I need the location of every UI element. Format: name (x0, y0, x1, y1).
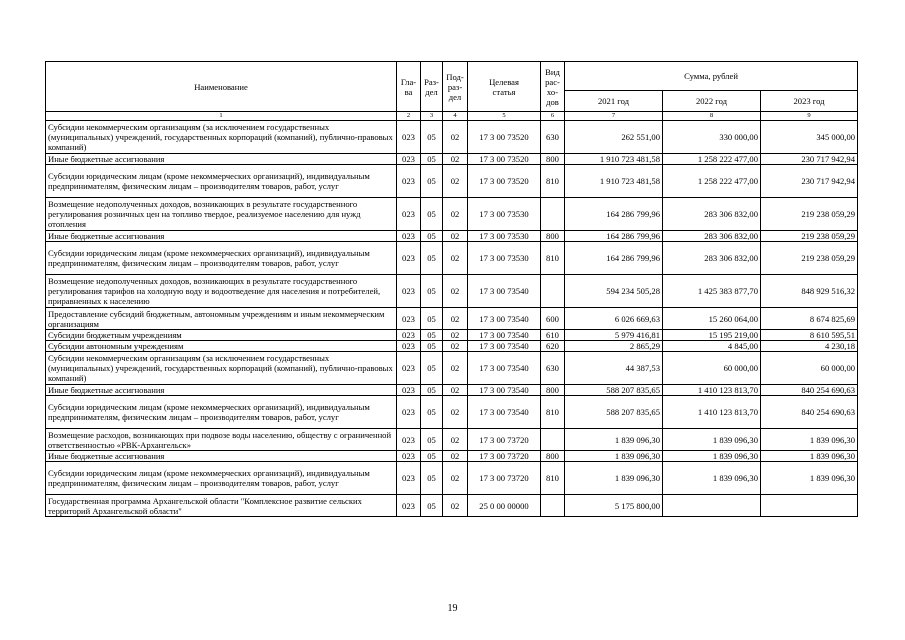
cell-podrazdel: 02 (443, 429, 468, 451)
cell-podrazdel: 02 (443, 165, 468, 198)
cell-target: 17 3 00 73530 (468, 231, 541, 242)
cell-name: Субсидии юридическим лицам (кроме некоммерческих организаций), индивидуальным предпринимателям, физическим лицам – производителям товаров, работ, услуг (46, 165, 397, 198)
cell-glava: 023 (397, 165, 421, 198)
cell-glava: 023 (397, 121, 421, 154)
cell-sum-2022: 283 306 832,00 (663, 231, 761, 242)
cell-sum-2021: 164 286 799,96 (565, 198, 663, 231)
cell-target: 17 3 00 73720 (468, 462, 541, 495)
cell-glava: 023 (397, 462, 421, 495)
header-sum: Сумма, рублей (565, 62, 858, 91)
cell-podrazdel: 02 (443, 495, 468, 517)
header-podrazdel: Под- раз- дел (443, 62, 468, 112)
cell-sum-2021: 588 207 835,65 (565, 385, 663, 396)
cell-sum-2022: 60 000,00 (663, 352, 761, 385)
cell-sum-2022: 4 845,00 (663, 341, 761, 352)
cell-podrazdel: 02 (443, 341, 468, 352)
cell-sum-2023: 219 238 059,29 (761, 242, 858, 275)
cell-name: Субсидии юридическим лицам (кроме некоммерческих организаций), индивидуальным предпринимателям, физическим лицам – производителям товаров, работ, услуг (46, 462, 397, 495)
table-row (46, 352, 858, 385)
column-number: 5 (468, 112, 541, 121)
cell-vid: 800 (541, 451, 565, 462)
cell-sum-2021: 594 234 505,28 (565, 275, 663, 308)
cell-razdel: 05 (421, 341, 443, 352)
column-number: 1 (46, 112, 397, 121)
cell-razdel: 05 (421, 396, 443, 429)
cell-name: Субсидии юридическим лицам (кроме некоммерческих организаций), индивидуальным предпринимателям, физическим лицам – производителям товаров, работ, услуг (46, 242, 397, 275)
cell-sum-2023: 219 238 059,29 (761, 231, 858, 242)
cell-target: 17 3 00 73520 (468, 165, 541, 198)
column-number: 8 (663, 112, 761, 121)
table-row (46, 231, 858, 242)
cell-razdel: 05 (421, 330, 443, 341)
cell-vid: 630 (541, 352, 565, 385)
cell-sum-2022: 1 839 096,30 (663, 462, 761, 495)
cell-vid: 800 (541, 385, 565, 396)
cell-name: Субсидии некоммерческим организациям (за исключением государственных (муниципальных) учреждений, государственных корпораций (компаний), публично-правовых компаний) (46, 352, 397, 385)
cell-sum-2022: 1 410 123 813,70 (663, 396, 761, 429)
cell-name: Субсидии автономным учреждениям (46, 341, 397, 352)
cell-podrazdel: 02 (443, 242, 468, 275)
cell-glava: 023 (397, 341, 421, 352)
cell-target: 17 3 00 73540 (468, 330, 541, 341)
cell-sum-2021: 1 910 723 481,58 (565, 165, 663, 198)
table-body (46, 121, 858, 517)
cell-sum-2022: 283 306 832,00 (663, 198, 761, 231)
cell-sum-2022 (663, 495, 761, 517)
header-vid: Вид рас- хо- дов (541, 62, 565, 112)
cell-sum-2022: 1 258 222 477,00 (663, 154, 761, 165)
cell-sum-2021: 5 979 416,81 (565, 330, 663, 341)
cell-target: 17 3 00 73540 (468, 308, 541, 330)
cell-sum-2023: 230 717 942,94 (761, 154, 858, 165)
cell-podrazdel: 02 (443, 385, 468, 396)
cell-razdel: 05 (421, 352, 443, 385)
cell-podrazdel: 02 (443, 396, 468, 429)
cell-target: 17 3 00 73540 (468, 341, 541, 352)
cell-target: 17 3 00 73530 (468, 242, 541, 275)
column-number: 2 (397, 112, 421, 121)
cell-razdel: 05 (421, 495, 443, 517)
cell-name: Предоставление субсидий бюджетным, автономным учреждениям и иным некоммерческим организациям (46, 308, 397, 330)
column-number-row (46, 112, 858, 121)
table-row (46, 275, 858, 308)
cell-glava: 023 (397, 352, 421, 385)
cell-name: Иные бюджетные ассигнования (46, 231, 397, 242)
cell-target: 17 3 00 73540 (468, 396, 541, 429)
cell-target: 17 3 00 73720 (468, 429, 541, 451)
cell-vid: 810 (541, 396, 565, 429)
cell-vid: 810 (541, 165, 565, 198)
cell-sum-2023: 1 839 096,30 (761, 451, 858, 462)
cell-vid: 630 (541, 121, 565, 154)
cell-sum-2022: 1 258 222 477,00 (663, 165, 761, 198)
cell-glava: 023 (397, 396, 421, 429)
table-row (46, 495, 858, 517)
header-name: Наименование (46, 62, 397, 112)
column-number: 3 (421, 112, 443, 121)
cell-vid: 800 (541, 154, 565, 165)
cell-target: 17 3 00 73530 (468, 198, 541, 231)
cell-vid: 800 (541, 231, 565, 242)
cell-sum-2021: 1 839 096,30 (565, 429, 663, 451)
cell-glava: 023 (397, 275, 421, 308)
page-number: 19 (447, 603, 458, 614)
cell-razdel: 05 (421, 385, 443, 396)
cell-sum-2021: 588 207 835,65 (565, 396, 663, 429)
cell-vid: 620 (541, 341, 565, 352)
cell-razdel: 05 (421, 121, 443, 154)
header-target: Целевая статья (468, 62, 541, 112)
table-row (46, 462, 858, 495)
cell-sum-2023: 230 717 942,94 (761, 165, 858, 198)
cell-vid: 810 (541, 462, 565, 495)
table-row (46, 242, 858, 275)
cell-name: Государственная программа Архангельской области "Комплексное развитие сельских территорий Архангельской области" (46, 495, 397, 517)
cell-name: Субсидии юридическим лицам (кроме некоммерческих организаций), индивидуальным предпринимателям, физическим лицам – производителям товаров, работ, услуг (46, 396, 397, 429)
cell-target: 17 3 00 73520 (468, 154, 541, 165)
cell-name: Субсидии бюджетным учреждениям (46, 330, 397, 341)
cell-glava: 023 (397, 451, 421, 462)
column-number: 4 (443, 112, 468, 121)
cell-name: Возмещение недополученных доходов, возникающих в результате государственного регулирования тарифов на холодную воду и водоотведение для населения и потребителей, приравненных к населению (46, 275, 397, 308)
cell-podrazdel: 02 (443, 121, 468, 154)
cell-razdel: 05 (421, 308, 443, 330)
table-row (46, 330, 858, 341)
cell-target: 25 0 00 00000 (468, 495, 541, 517)
cell-sum-2023: 60 000,00 (761, 352, 858, 385)
cell-podrazdel: 02 (443, 352, 468, 385)
cell-sum-2023: 8 610 595,51 (761, 330, 858, 341)
cell-sum-2023: 219 238 059,29 (761, 198, 858, 231)
cell-name: Возмещение недополученных доходов, возникающих в результате государственного регулирования розничных цен на топливо твердое, реализуемое населению для нужд отопления (46, 198, 397, 231)
cell-target: 17 3 00 73540 (468, 385, 541, 396)
cell-sum-2023: 848 929 516,32 (761, 275, 858, 308)
cell-sum-2021: 44 387,53 (565, 352, 663, 385)
cell-sum-2021: 164 286 799,96 (565, 242, 663, 275)
cell-sum-2023: 1 839 096,30 (761, 429, 858, 451)
cell-sum-2021: 2 865,29 (565, 341, 663, 352)
table-row (46, 154, 858, 165)
table-row (46, 341, 858, 352)
cell-glava: 023 (397, 154, 421, 165)
cell-vid: 610 (541, 330, 565, 341)
cell-target: 17 3 00 73540 (468, 352, 541, 385)
cell-razdel: 05 (421, 231, 443, 242)
cell-sum-2021: 1 839 096,30 (565, 462, 663, 495)
cell-podrazdel: 02 (443, 462, 468, 495)
cell-sum-2022: 1 410 123 813,70 (663, 385, 761, 396)
cell-glava: 023 (397, 308, 421, 330)
cell-razdel: 05 (421, 429, 443, 451)
cell-sum-2023: 345 000,00 (761, 121, 858, 154)
cell-vid (541, 495, 565, 517)
cell-name: Иные бюджетные ассигнования (46, 451, 397, 462)
cell-glava: 023 (397, 198, 421, 231)
cell-target: 17 3 00 73720 (468, 451, 541, 462)
table-row (46, 121, 858, 154)
table-row (46, 429, 858, 451)
cell-podrazdel: 02 (443, 451, 468, 462)
cell-sum-2021: 262 551,00 (565, 121, 663, 154)
cell-vid: 600 (541, 308, 565, 330)
cell-razdel: 05 (421, 198, 443, 231)
cell-sum-2021: 5 175 800,00 (565, 495, 663, 517)
cell-sum-2023: 4 230,18 (761, 341, 858, 352)
column-number: 6 (541, 112, 565, 121)
table-header (46, 62, 858, 121)
column-number: 9 (761, 112, 858, 121)
header-glava: Гла- ва (397, 62, 421, 112)
table-row (46, 198, 858, 231)
cell-sum-2023: 8 674 825,69 (761, 308, 858, 330)
cell-razdel: 05 (421, 462, 443, 495)
cell-podrazdel: 02 (443, 231, 468, 242)
cell-sum-2023: 840 254 690,63 (761, 396, 858, 429)
cell-podrazdel: 02 (443, 330, 468, 341)
cell-sum-2021: 6 026 669,63 (565, 308, 663, 330)
table-row (46, 396, 858, 429)
cell-razdel: 05 (421, 165, 443, 198)
cell-sum-2022: 1 839 096,30 (663, 429, 761, 451)
cell-sum-2021: 164 286 799,96 (565, 231, 663, 242)
cell-sum-2021: 1 910 723 481,58 (565, 154, 663, 165)
table-row (46, 451, 858, 462)
cell-sum-2023: 1 839 096,30 (761, 462, 858, 495)
cell-vid (541, 198, 565, 231)
header-razdel: Раз- дел (421, 62, 443, 112)
cell-sum-2022: 1 839 096,30 (663, 451, 761, 462)
cell-sum-2022: 330 000,00 (663, 121, 761, 154)
cell-name: Субсидии некоммерческим организациям (за исключением государственных (муниципальных) учреждений, государственных корпораций (компаний), публично-правовых компаний) (46, 121, 397, 154)
cell-target: 17 3 00 73520 (468, 121, 541, 154)
cell-podrazdel: 02 (443, 308, 468, 330)
cell-glava: 023 (397, 385, 421, 396)
cell-razdel: 05 (421, 275, 443, 308)
header-year-2021: 2021 год (565, 91, 663, 112)
cell-name: Иные бюджетные ассигнования (46, 385, 397, 396)
column-number: 7 (565, 112, 663, 121)
cell-sum-2022: 15 260 064,00 (663, 308, 761, 330)
cell-sum-2021: 1 839 096,30 (565, 451, 663, 462)
table-row (46, 385, 858, 396)
cell-name: Иные бюджетные ассигнования (46, 154, 397, 165)
cell-glava: 023 (397, 242, 421, 275)
cell-sum-2022: 1 425 383 877,70 (663, 275, 761, 308)
cell-sum-2023: 840 254 690,63 (761, 385, 858, 396)
cell-razdel: 05 (421, 154, 443, 165)
cell-glava: 023 (397, 495, 421, 517)
cell-podrazdel: 02 (443, 154, 468, 165)
cell-sum-2022: 283 306 832,00 (663, 242, 761, 275)
cell-podrazdel: 02 (443, 275, 468, 308)
header-year-2023: 2023 год (761, 91, 858, 112)
cell-sum-2022: 15 195 219,00 (663, 330, 761, 341)
cell-target: 17 3 00 73540 (468, 275, 541, 308)
cell-glava: 023 (397, 429, 421, 451)
cell-vid (541, 429, 565, 451)
cell-glava: 023 (397, 231, 421, 242)
cell-razdel: 05 (421, 451, 443, 462)
cell-glava: 023 (397, 330, 421, 341)
header-year-2022: 2022 год (663, 91, 761, 112)
table-row (46, 165, 858, 198)
table-row (46, 308, 858, 330)
cell-sum-2023 (761, 495, 858, 517)
cell-razdel: 05 (421, 242, 443, 275)
budget-table (45, 61, 858, 517)
cell-vid: 810 (541, 242, 565, 275)
cell-podrazdel: 02 (443, 198, 468, 231)
cell-vid (541, 275, 565, 308)
cell-name: Возмещение расходов, возникающих при подвозе воды населению, обществу с ограниченной ответственностью «РВК-Архангельск» (46, 429, 397, 451)
